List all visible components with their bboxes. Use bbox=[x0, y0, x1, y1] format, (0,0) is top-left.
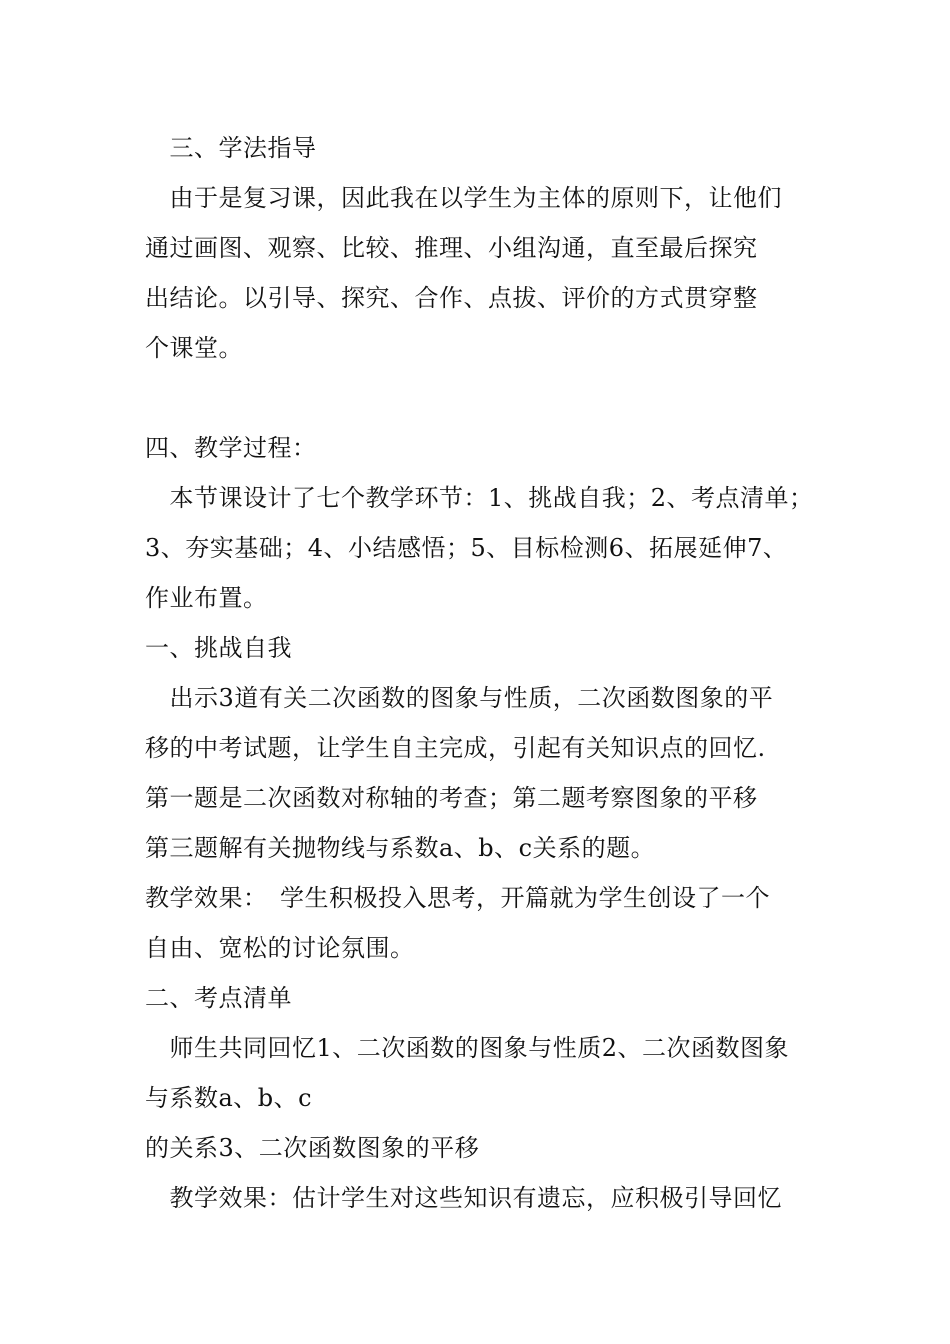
paragraph-line: 与系数a、b、c bbox=[145, 1084, 313, 1112]
paragraph-line: 自由、宽松的讨论氛围。 bbox=[145, 934, 415, 962]
subsection-heading-1: 一、挑战自我 bbox=[145, 634, 292, 662]
paragraph-line: 第一题是二次函数对称轴的考查；第二题考察图象的平移 bbox=[145, 784, 758, 812]
paragraph-line: 教学效果： 学生积极投入思考，开篇就为学生创设了一个 bbox=[145, 884, 770, 912]
section-heading-3: 三、学法指导 bbox=[145, 134, 317, 162]
paragraph-line: 师生共同回忆1、二次函数的图象与性质2、二次函数图象 bbox=[145, 1034, 790, 1062]
paragraph-line: 3、夯实基础；4、小结感悟；5、目标检测6、拓展延伸7、 bbox=[145, 534, 788, 562]
paragraph-line: 的关系3、二次函数图象的平移 bbox=[145, 1134, 480, 1162]
paragraph-line: 通过画图、观察、比较、推理、小组沟通，直至最后探究 bbox=[145, 234, 758, 262]
paragraph-line: 第三题解有关抛物线与系数a、b、c关系的题。 bbox=[145, 834, 656, 862]
section-heading-4: 四、教学过程： bbox=[145, 434, 317, 462]
paragraph-line: 移的中考试题，让学生自主完成，引起有关知识点的回忆. bbox=[145, 734, 766, 762]
paragraph-line: 个课堂。 bbox=[145, 334, 243, 362]
paragraph-line: 由于是复习课，因此我在以学生为主体的原则下，让他们 bbox=[145, 184, 782, 212]
paragraph-line: 出结论。以引导、探究、合作、点拔、评价的方式贯穿整 bbox=[145, 284, 758, 312]
paragraph-line: 本节课设计了七个教学环节：1、挑战自我；2、考点清单； bbox=[145, 484, 814, 512]
paragraph-line: 出示3道有关二次函数的图象与性质，二次函数图象的平 bbox=[145, 684, 774, 712]
paragraph-line: 教学效果：估计学生对这些知识有遗忘，应积极引导回忆 bbox=[145, 1184, 782, 1212]
subsection-heading-2: 二、考点清单 bbox=[145, 984, 292, 1012]
paragraph-line: 作业布置。 bbox=[145, 584, 268, 612]
